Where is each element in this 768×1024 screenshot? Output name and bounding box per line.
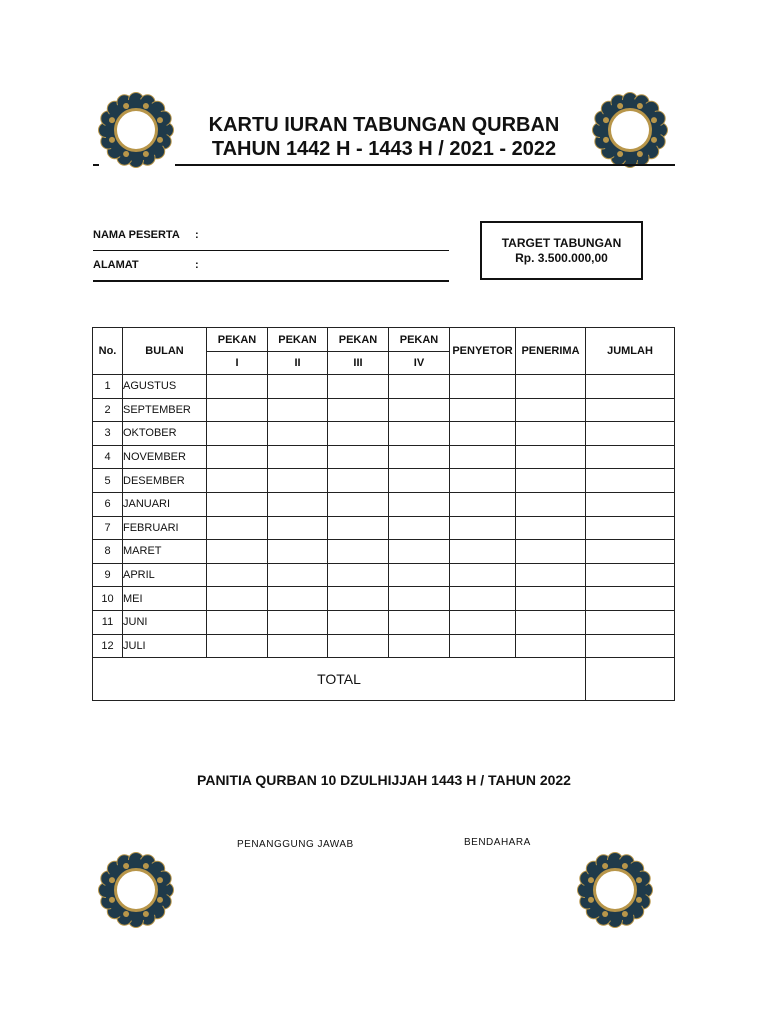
savings-table xyxy=(92,327,675,701)
table-row xyxy=(93,610,675,634)
depositor-cell[interactable] xyxy=(450,540,516,564)
col-month-header: BULAN xyxy=(123,328,207,375)
week-2-cell[interactable] xyxy=(268,563,328,587)
name-field[interactable] xyxy=(93,250,449,251)
week-2-cell[interactable] xyxy=(268,634,328,658)
week-3-header: PEKAN xyxy=(328,328,389,352)
week-2-cell[interactable] xyxy=(268,375,328,399)
col-receiver-header: PENERIMA xyxy=(516,328,586,375)
week-4-cell[interactable] xyxy=(389,587,450,611)
week-1-cell[interactable] xyxy=(207,398,268,422)
row-number: 9 xyxy=(93,563,123,587)
amount-cell[interactable] xyxy=(586,492,675,516)
week-4-header: PEKAN xyxy=(389,328,450,352)
target-amount: Rp. 3.500.000,00 xyxy=(515,251,608,265)
week-4-cell[interactable] xyxy=(389,634,450,658)
row-number: 1 xyxy=(93,375,123,399)
week-4-cell[interactable] xyxy=(389,398,450,422)
row-month: MARET xyxy=(123,540,207,564)
week-2-cell[interactable] xyxy=(268,516,328,540)
amount-cell[interactable] xyxy=(586,398,675,422)
depositor-cell[interactable] xyxy=(450,516,516,540)
week-3-cell[interactable] xyxy=(328,610,389,634)
amount-cell[interactable] xyxy=(586,540,675,564)
depositor-cell[interactable] xyxy=(450,469,516,493)
total-amount-cell[interactable] xyxy=(586,658,675,701)
week-1-cell[interactable] xyxy=(207,516,268,540)
week-2-cell[interactable] xyxy=(268,398,328,422)
depositor-cell[interactable] xyxy=(450,375,516,399)
page-title-line1: KARTU IURAN TABUNGAN QURBAN xyxy=(208,114,560,136)
row-number: 6 xyxy=(93,492,123,516)
row-month: SEPTEMBER xyxy=(123,398,207,422)
week-1-cell[interactable] xyxy=(207,634,268,658)
amount-cell[interactable] xyxy=(586,375,675,399)
week-4-cell[interactable] xyxy=(389,422,450,446)
week-1-cell[interactable] xyxy=(207,375,268,399)
depositor-cell[interactable] xyxy=(450,398,516,422)
name-colon: : xyxy=(195,229,199,241)
row-month: APRIL xyxy=(123,563,207,587)
page-title-line2: TAHUN 1442 H - 1443 H / 2021 - 2022 xyxy=(211,138,557,160)
table-row xyxy=(93,563,675,587)
depositor-cell[interactable] xyxy=(450,563,516,587)
week-4-cell[interactable] xyxy=(389,540,450,564)
week-2-cell[interactable] xyxy=(268,492,328,516)
amount-cell[interactable] xyxy=(586,469,675,493)
week-1-cell[interactable] xyxy=(207,540,268,564)
row-number: 5 xyxy=(93,469,123,493)
row-number: 3 xyxy=(93,422,123,446)
week-2-header: PEKAN xyxy=(268,328,328,352)
week-2-cell[interactable] xyxy=(268,469,328,493)
week-4-cell[interactable] xyxy=(389,516,450,540)
week-3-number: III xyxy=(328,352,389,375)
week-3-cell[interactable] xyxy=(328,563,389,587)
col-depositor-header: PENYETOR xyxy=(450,328,516,375)
address-field[interactable] xyxy=(93,280,449,282)
week-3-cell[interactable] xyxy=(328,540,389,564)
depositor-cell[interactable] xyxy=(450,587,516,611)
amount-cell[interactable] xyxy=(586,563,675,587)
depositor-cell[interactable] xyxy=(450,445,516,469)
table-row xyxy=(93,492,675,516)
week-1-cell[interactable] xyxy=(207,610,268,634)
amount-cell[interactable] xyxy=(586,634,675,658)
target-savings-box xyxy=(480,221,643,280)
week-1-cell[interactable] xyxy=(207,422,268,446)
week-4-number: IV xyxy=(389,352,450,375)
receiver-cell[interactable] xyxy=(516,540,586,564)
week-4-cell[interactable] xyxy=(389,445,450,469)
row-number: 2 xyxy=(93,398,123,422)
week-3-cell[interactable] xyxy=(328,634,389,658)
target-label: TARGET TABUNGAN xyxy=(501,236,622,250)
row-month: DESEMBER xyxy=(123,469,207,493)
header-divider-tick xyxy=(93,164,99,166)
week-1-cell[interactable] xyxy=(207,587,268,611)
receiver-cell[interactable] xyxy=(516,469,586,493)
table-row xyxy=(93,422,675,446)
table-row xyxy=(93,398,675,422)
week-1-cell[interactable] xyxy=(207,445,268,469)
week-2-cell[interactable] xyxy=(268,422,328,446)
row-number: 12 xyxy=(93,634,123,658)
week-1-cell[interactable] xyxy=(207,492,268,516)
total-row xyxy=(93,658,675,701)
row-number: 4 xyxy=(93,445,123,469)
week-3-cell[interactable] xyxy=(328,445,389,469)
row-month: FEBRUARI xyxy=(123,516,207,540)
row-number: 8 xyxy=(93,540,123,564)
week-3-cell[interactable] xyxy=(328,516,389,540)
receiver-cell[interactable] xyxy=(516,375,586,399)
responsible-label: PENANGGUNG JAWAB xyxy=(237,839,354,850)
row-month: JUNI xyxy=(123,610,207,634)
amount-cell[interactable] xyxy=(586,610,675,634)
row-month: MEI xyxy=(123,587,207,611)
week-3-cell[interactable] xyxy=(328,469,389,493)
week-4-cell[interactable] xyxy=(389,610,450,634)
depositor-cell[interactable] xyxy=(450,492,516,516)
receiver-cell[interactable] xyxy=(516,516,586,540)
treasurer-label: BENDAHARA xyxy=(464,837,531,848)
ornament-bottom-left-icon xyxy=(96,850,176,930)
row-month: JULI xyxy=(123,634,207,658)
table-row xyxy=(93,540,675,564)
depositor-cell[interactable] xyxy=(450,422,516,446)
receiver-cell[interactable] xyxy=(516,398,586,422)
table-row xyxy=(93,469,675,493)
row-month: NOVEMBER xyxy=(123,445,207,469)
row-month: JANUARI xyxy=(123,492,207,516)
address-colon: : xyxy=(195,259,199,271)
week-1-header: PEKAN xyxy=(207,328,268,352)
header-divider xyxy=(175,164,675,166)
table-row xyxy=(93,634,675,658)
row-number: 7 xyxy=(93,516,123,540)
receiver-cell[interactable] xyxy=(516,587,586,611)
week-1-cell[interactable] xyxy=(207,563,268,587)
week-1-number: I xyxy=(207,352,268,375)
amount-cell[interactable] xyxy=(586,445,675,469)
week-2-cell[interactable] xyxy=(268,610,328,634)
week-2-cell[interactable] xyxy=(268,587,328,611)
table-row xyxy=(93,375,675,399)
week-3-cell[interactable] xyxy=(328,492,389,516)
week-4-cell[interactable] xyxy=(389,492,450,516)
week-4-cell[interactable] xyxy=(389,563,450,587)
name-label: NAMA PESERTA xyxy=(93,229,180,241)
week-4-cell[interactable] xyxy=(389,375,450,399)
col-no-header: No. xyxy=(93,328,123,375)
depositor-cell[interactable] xyxy=(450,634,516,658)
receiver-cell[interactable] xyxy=(516,492,586,516)
table-row xyxy=(93,445,675,469)
week-3-cell[interactable] xyxy=(328,587,389,611)
amount-cell[interactable] xyxy=(586,516,675,540)
week-3-cell[interactable] xyxy=(328,375,389,399)
receiver-cell[interactable] xyxy=(516,422,586,446)
week-2-cell[interactable] xyxy=(268,445,328,469)
table-row xyxy=(93,516,675,540)
committee-title: PANITIA QURBAN 10 DZULHIJJAH 1443 H / TAHUN 2022 xyxy=(197,772,571,788)
ornament-bottom-right-icon xyxy=(575,850,655,930)
depositor-cell[interactable] xyxy=(450,610,516,634)
receiver-cell[interactable] xyxy=(516,563,586,587)
week-2-number: II xyxy=(268,352,328,375)
total-label: TOTAL xyxy=(93,658,586,701)
week-1-cell[interactable] xyxy=(207,469,268,493)
row-number: 10 xyxy=(93,587,123,611)
col-total-header: JUMLAH xyxy=(586,328,675,375)
week-2-cell[interactable] xyxy=(268,540,328,564)
week-4-cell[interactable] xyxy=(389,469,450,493)
receiver-cell[interactable] xyxy=(516,445,586,469)
amount-cell[interactable] xyxy=(586,587,675,611)
receiver-cell[interactable] xyxy=(516,634,586,658)
amount-cell[interactable] xyxy=(586,422,675,446)
table-row xyxy=(93,587,675,611)
address-label: ALAMAT xyxy=(93,259,139,271)
row-month: AGUSTUS xyxy=(123,375,207,399)
row-number: 11 xyxy=(93,610,123,634)
week-3-cell[interactable] xyxy=(328,398,389,422)
week-3-cell[interactable] xyxy=(328,422,389,446)
row-month: OKTOBER xyxy=(123,422,207,446)
receiver-cell[interactable] xyxy=(516,610,586,634)
